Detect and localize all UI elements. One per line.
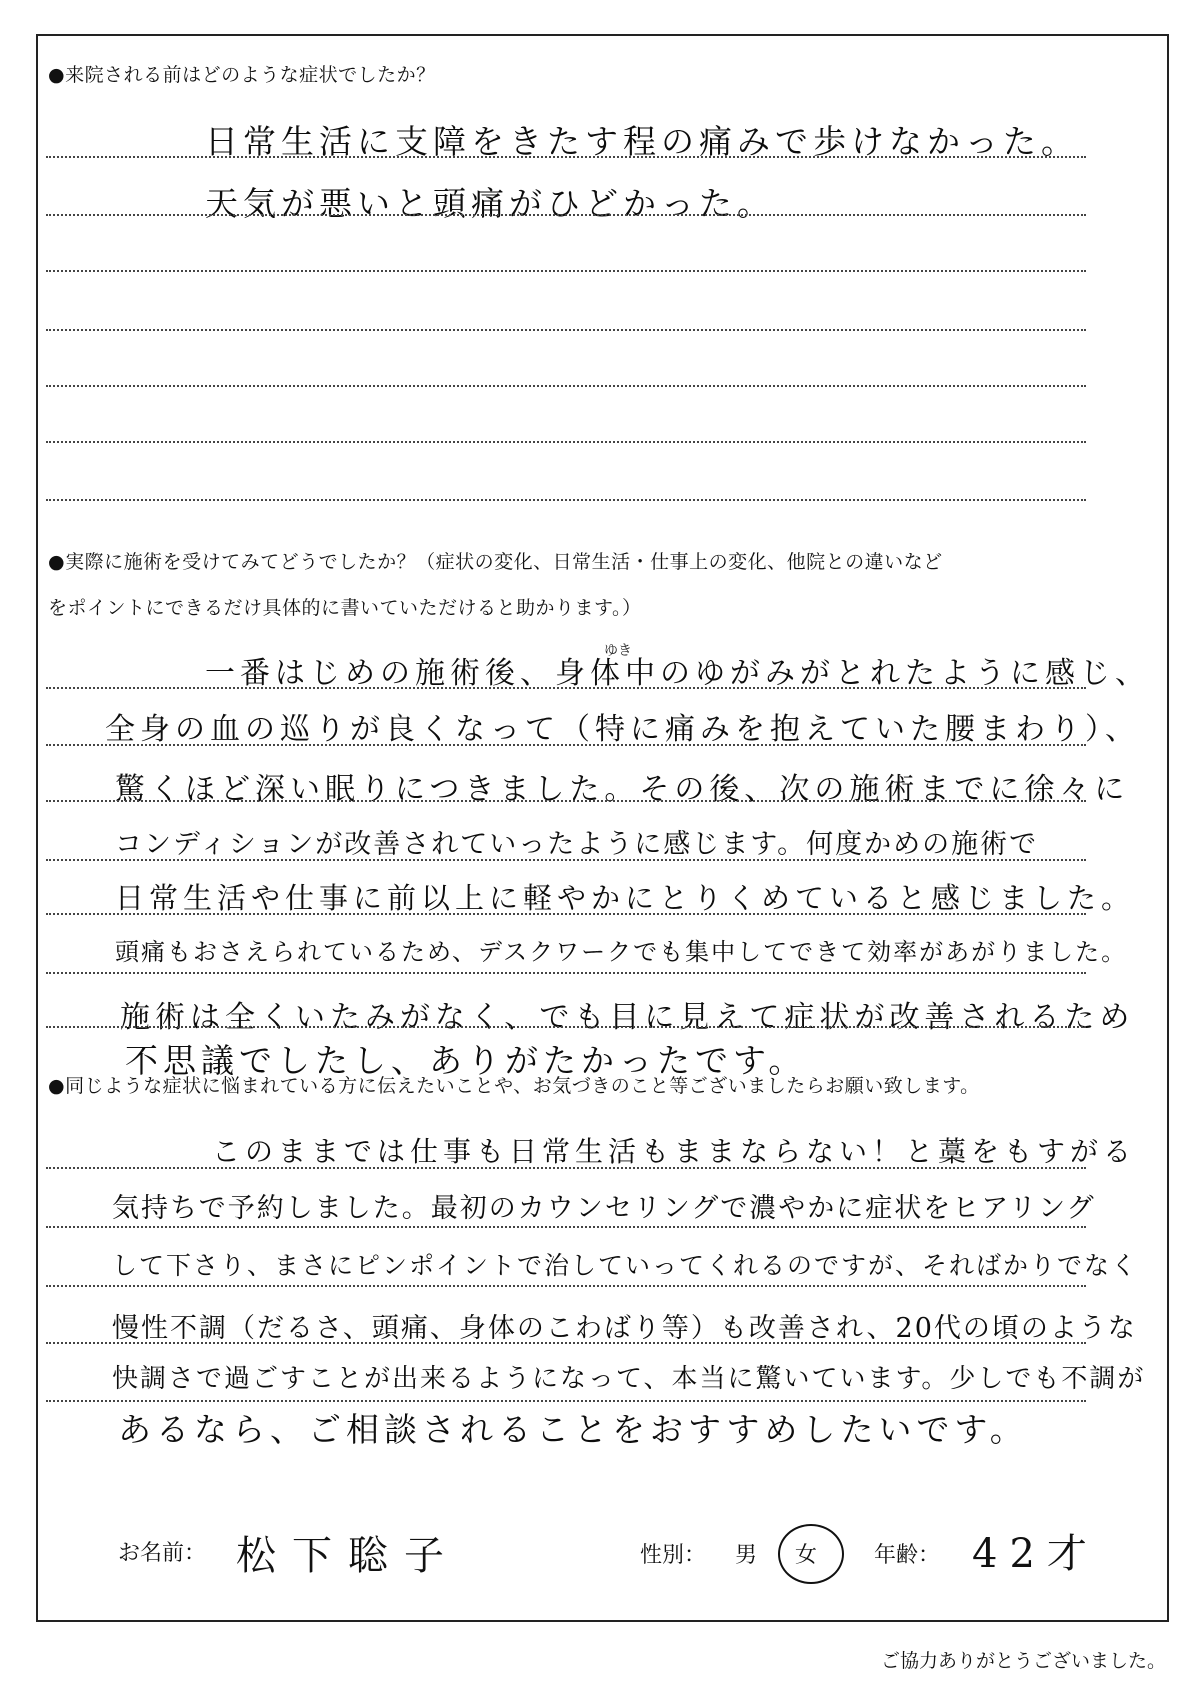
- question-2-line-2: をポイントにできるだけ具体的に書いていただけると助かります。）: [48, 597, 642, 619]
- answer2-line-3: 驚くほど深い眠りにつきました。その後、次の施術までに徐々に: [115, 772, 1130, 807]
- dotted-rule: [46, 744, 1086, 746]
- dotted-rule: [46, 972, 1086, 974]
- answer2-line-5: 日常生活や仕事に前以上に軽やかにとりくめていると感じました。: [115, 881, 1136, 915]
- dotted-rule: [46, 214, 1086, 216]
- dotted-rule: [46, 800, 1086, 802]
- dotted-rule: [46, 499, 1086, 501]
- age-label: 年齢：: [874, 1542, 941, 1567]
- gender-female: 女: [795, 1542, 818, 1567]
- dotted-rule: [46, 385, 1086, 387]
- answer3-line-5: 快調さで過ごすことが出来るようになって、本当に驚いています。少しでも不調が: [112, 1364, 1146, 1394]
- answer2-line-6: 頭痛もおさえられているため、デスクワークでも集中してできて効率があがりました。: [115, 938, 1128, 966]
- dotted-rule: [46, 1167, 1086, 1169]
- dotted-rule: [46, 1400, 1086, 1402]
- answer1-line-1: 日常生活に支障をきたす程の痛みで歩けなかった。: [205, 122, 1079, 161]
- dotted-rule: [46, 1026, 1086, 1028]
- name-signature: 松下聡子: [236, 1533, 460, 1579]
- furigana: ゆき: [604, 643, 632, 659]
- answer3-line-1: このままでは仕事も日常生活もままならない！と藁をもすがる: [212, 1135, 1137, 1168]
- dotted-rule: [46, 156, 1086, 158]
- dotted-rule: [46, 1285, 1086, 1287]
- thanks-note: ご協力ありがとうございました。: [880, 1651, 1166, 1672]
- answer3-line-2: 気持ちで予約しました。最初のカウンセリングで濃やかに症状をヒアリング: [112, 1193, 1096, 1224]
- question-3: ●同じような症状に悩まれている方に伝えたいことや、お気づきのこと等ございましたらお願い致します。: [48, 1075, 980, 1097]
- dotted-rule: [46, 329, 1086, 331]
- answer3-line-3: して下さり、まさにピンポイントで治していってくれるのですが、そればかりでなく: [112, 1251, 1139, 1280]
- name-label: お名前：: [118, 1540, 207, 1565]
- dotted-rule: [46, 687, 1086, 689]
- dotted-rule: [46, 913, 1086, 915]
- answer2-line-4: コンディションが改善されていったように感じます。何度かめの施術で: [115, 829, 1039, 860]
- dotted-rule: [46, 1342, 1086, 1344]
- answer2-line-2: 全身の血の巡りが良くなって（特に痛みを抱えていた腰まわり）、: [105, 712, 1140, 747]
- gender-label: 性別：: [640, 1542, 707, 1567]
- answer1-line-2: 天気が悪いと頭痛がひどかった。: [205, 184, 775, 223]
- age-value: 42才: [972, 1531, 1099, 1577]
- answer3-line-6: あるなら、ご相談されることをおすすめしたいです。: [118, 1410, 1028, 1449]
- dotted-rule: [46, 1226, 1086, 1228]
- gender-male: 男: [735, 1542, 758, 1567]
- answer3-line-4: 慢性不調（だるさ、頭痛、身体のこわばり等）も改善され、20代の頃のような: [112, 1313, 1137, 1344]
- answer2-line-7: 施術は全くいたみがなく、でも目に見えて症状が改善されるため: [120, 1000, 1135, 1035]
- dotted-rule: [46, 441, 1086, 443]
- answer2-line-1: 一番はじめの施術後、身体中のゆがみがとれたように感じ、: [205, 656, 1150, 691]
- answer2-line-8: 不思議でしたし、ありがたかったです。: [125, 1041, 807, 1080]
- question-1: ●来院される前はどのような症状でしたか？: [48, 64, 436, 86]
- dotted-rule: [46, 859, 1086, 861]
- gender-selected-circle: [778, 1524, 844, 1584]
- question-2-line-1: ●実際に施術を受けてみてどうでしたか？（症状の変化、日常生活・仕事上の変化、他院との違いなど: [48, 551, 943, 573]
- dotted-rule: [46, 270, 1086, 272]
